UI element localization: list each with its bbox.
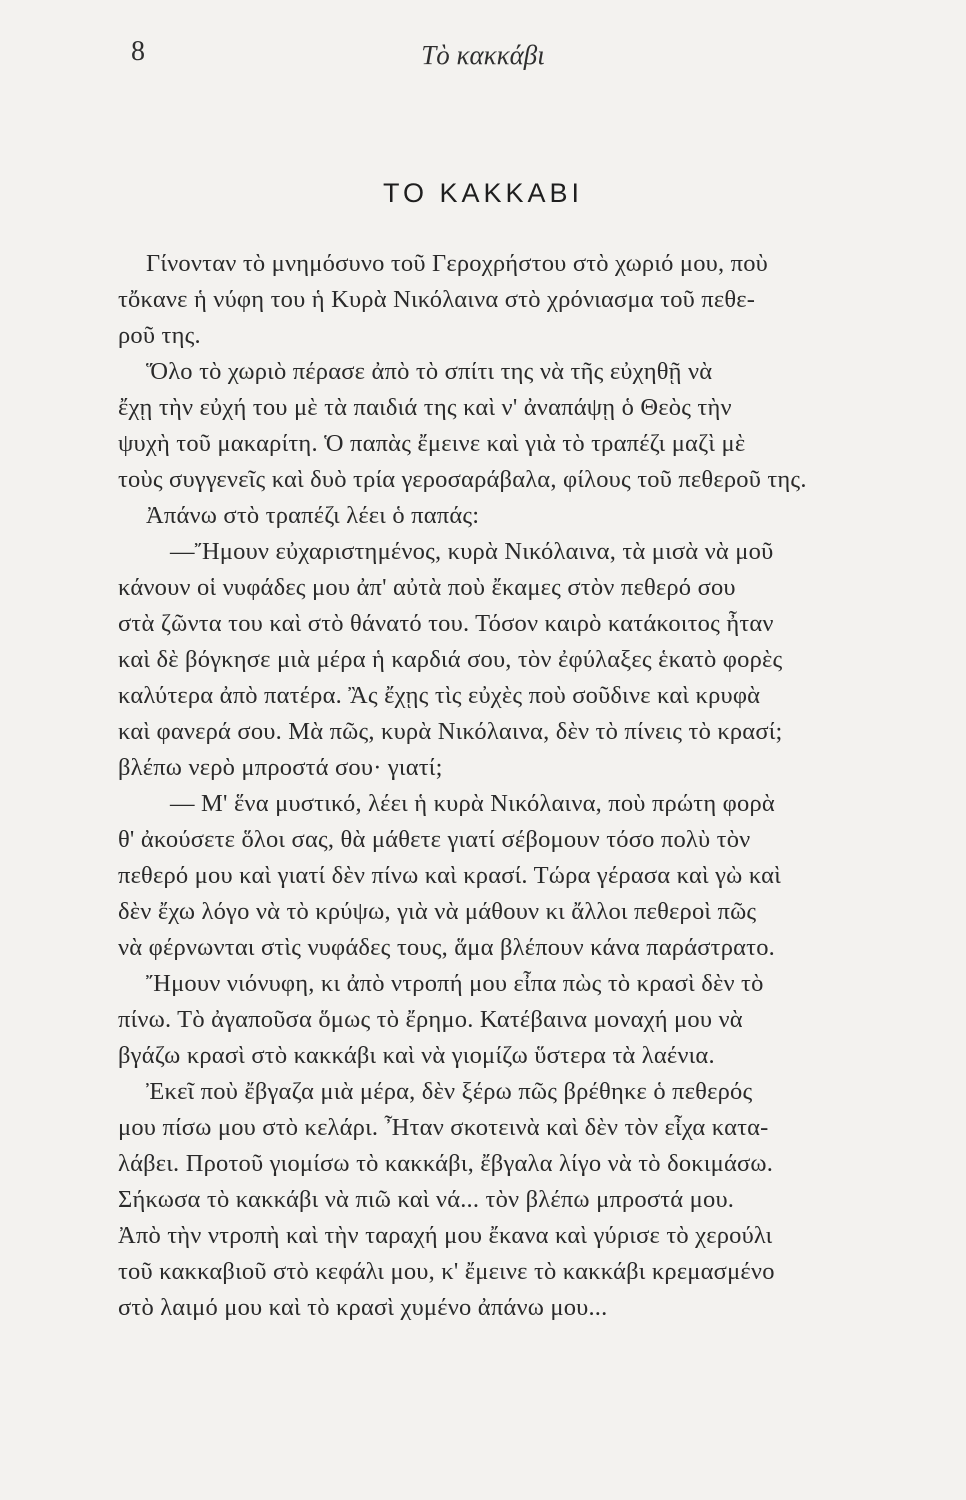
- text-line: Ἐκεῖ ποὺ ἔβγαζα μιὰ μέρα, δὲν ξέρω πῶς βρέθηκε ὁ πεθερός: [146, 1078, 753, 1105]
- running-title: Τὸ κακκάβι: [421, 40, 545, 70]
- text-line: τοὺς συγγενεῖς καὶ δυὸ τρία γεροσαράβαλα, φίλους τοῦ πεθεροῦ της.: [118, 466, 807, 493]
- text-line: Ὅλο τὸ χωριὸ πέρασε ἀπὸ τὸ σπίτι της νὰ τῆς εὐχηθῇ νὰ: [146, 358, 713, 385]
- text-line: Ἀπὸ τὴν ντροπὴ καὶ τὴν ταραχή μου ἔκανα καὶ γύρισε τὸ χερούλι: [118, 1222, 773, 1249]
- story-text: [118, 246, 876, 1326]
- text-line: τὄκανε ἡ νύφη του ἡ Κυρὰ Νικόλαινα στὸ χρόνιασμα τοῦ πεθε-: [118, 286, 756, 313]
- text-line: ψυχὴ τοῦ μακαρίτη. Ὁ παπὰς ἔμεινε καὶ γιὰ τὸ τραπέζι μαζὶ μὲ: [118, 430, 746, 457]
- text-line: — Μ' ἕνα μυστικό, λέει ἡ κυρὰ Νικόλαινα, ποὺ πρώτη φορὰ: [170, 790, 775, 817]
- text-line: Ἀπάνω στὸ τραπέζι λέει ὁ παπάς:: [146, 502, 480, 529]
- text-line: λάβει. Προτοῦ γιομίσω τὸ κακκάβι, ἔβγαλα λίγο νὰ τὸ δοκιμάσω.: [118, 1150, 774, 1177]
- story-title: ΤΟ ΚΑΚΚΑΒΙ: [382, 178, 584, 208]
- text-line: Σήκωσα τὸ κακκάβι νὰ πιῶ καὶ νά... τὸν βλέπω μπροστά μου.: [118, 1186, 735, 1213]
- text-line: ροῦ της.: [118, 322, 201, 349]
- page-number: 8: [131, 36, 145, 67]
- text-line: νὰ φέρνωνται στὶς νυφάδες τους, ἅμα βλέπουν κάνα παράστρατο.: [118, 934, 775, 961]
- text-line: βγάζω κρασὶ στὸ κακκάβι καὶ νὰ γιομίζω ὕστερα τὰ λαένια.: [118, 1042, 715, 1069]
- text-line: πεθερό μου καὶ γιατί δὲν πίνω καὶ κρασί. Τώρα γέρασα καὶ γὼ καὶ: [118, 862, 781, 889]
- text-line: στὸ λαιμό μου καὶ τὸ κρασὶ χυμένο ἀπάνω μου...: [118, 1294, 608, 1321]
- text-line: θ' ἀκούσετε ὅλοι σας, θὰ μάθετε γιατί σέβομουν τόσο πολὺ τὸν: [118, 826, 751, 853]
- text-line: βλέπω νερὸ μπροστά σου· γιατί;: [118, 754, 443, 781]
- text-line: δὲν ἔχω λόγο νὰ τὸ κρύψω, γιὰ νὰ μάθουν κι ἄλλοι πεθεροὶ πῶς: [118, 898, 757, 925]
- text-line: Ἤμουν νιόνυφη, κι ἀπὸ ντροπή μου εἶπα πὼς τὸ κρασὶ δὲν τὸ: [146, 970, 764, 997]
- text-line: Γίνονταν τὸ μνημόσυνο τοῦ Γεροχρήστου στὸ χωριό μου, ποὺ: [146, 250, 769, 277]
- text-line: στὰ ζῶντα του καὶ στὸ θάνατό του. Τόσον καιρὸ κατάκοιτος ἦταν: [118, 610, 774, 637]
- text-line: καὶ δὲ βόγκησε μιὰ μέρα ἡ καρδιά σου, τὸν ἐφύλαξες ἑκατὸ φορὲς: [118, 646, 783, 673]
- text-line: —Ἤμουν εὐχαριστημένος, κυρὰ Νικόλαινα, τὰ μισὰ νὰ μοῦ: [170, 538, 774, 565]
- text-line: μου πίσω μου στὸ κελάρι. Ἦταν σκοτεινὰ καὶ δὲν τὸν εἶχα κατα-: [118, 1114, 769, 1141]
- text-line: κάνουν οἱ νυφάδες μου ἀπ' αὐτὰ ποὺ ἔκαμες στὸν πεθερό σου: [118, 574, 736, 601]
- text-line: ἔχῃ τὴν εὐχή του μὲ τὰ παιδιά της καὶ ν' ἀναπάψῃ ὁ Θεὸς τὴν: [118, 394, 732, 421]
- text-line: καὶ φανερά σου. Μὰ πῶς, κυρὰ Νικόλαινα, δὲν τὸ πίνεις τὸ κρασί;: [118, 718, 783, 745]
- text-line: καλύτερα ἀπὸ πατέρα. Ἂς ἔχῃς τὶς εὐχὲς ποὺ σοῦδινε καὶ κρυφὰ: [118, 682, 761, 709]
- text-line: πίνω. Τὸ ἀγαποῦσα ὅμως τὸ ἔρημο. Κατέβαινα μοναχή μου νὰ: [118, 1006, 743, 1033]
- text-line: τοῦ κακκαβιοῦ στὸ κεφάλι μου, κ' ἔμεινε τὸ κακκάβι κρεμασμένο: [118, 1258, 775, 1285]
